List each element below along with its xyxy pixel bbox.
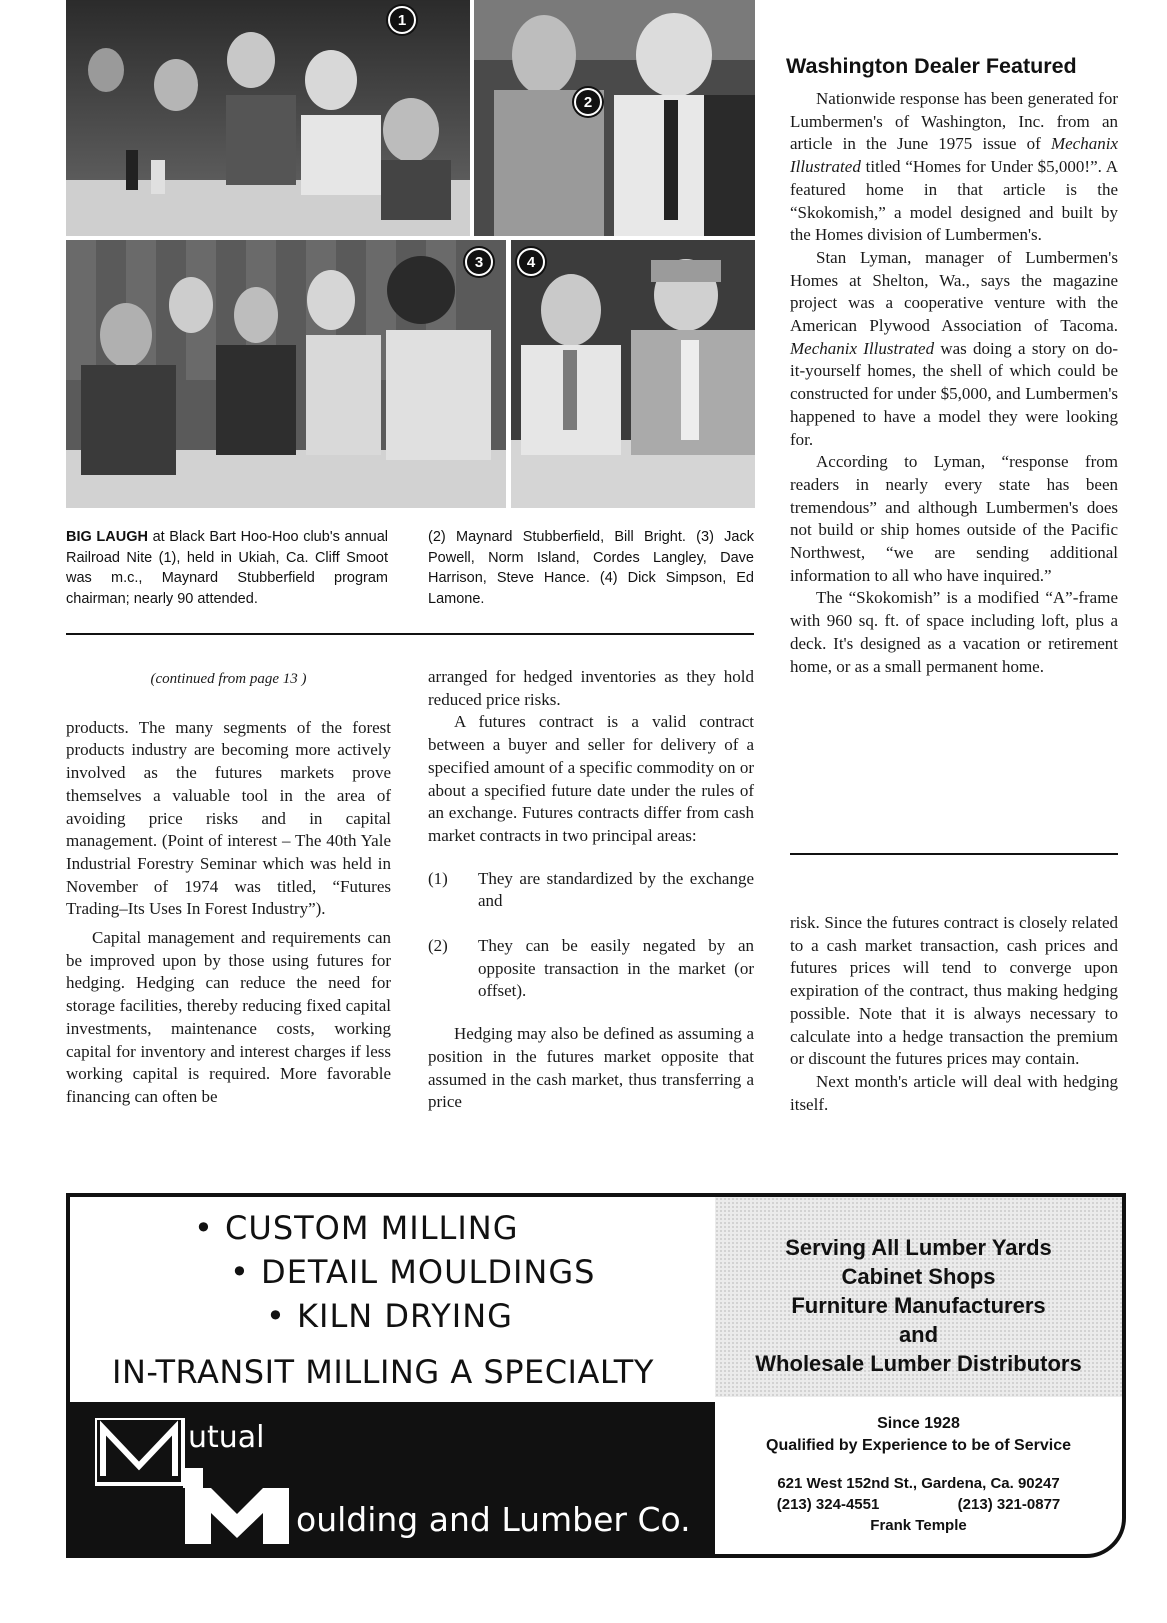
sidebar-p1-end: titled “Homes for Under $5,000!”. A featured home in that article is the “Skokomish,” a model designed and built by the Homes division of Lumbermen's.: [790, 157, 1118, 245]
list-item-text: They can be easily negated by an opposite transaction in the market (or offset).: [478, 936, 754, 1001]
sidebar-column: [790, 88, 1118, 678]
article-left-paragraph-2: Capital management and requirements can be improved upon by those using futures for hedging. Hedging can reduce the need for storage facilities, thereby reducing fixed capital investments, maintenance costs, working capital for inventory and interest charges if less working capital is required. More favorable financing can often be: [66, 928, 391, 1106]
article-column-3: [790, 912, 1118, 1116]
logo-word-moulding: oulding and Lumber Co.: [296, 1500, 691, 1539]
photo-caption-right: [428, 527, 754, 609]
caption-left-text: at Black Bart Hoo-Hoo club's annual Railroad Nite (1), held in Ukiah, Ca. Cliff Smoot was m.c., Maynard Stubberfield program chairman; nearly 90 attended.: [66, 529, 388, 607]
photo-badge-2: 2: [574, 88, 602, 116]
list-item: [428, 868, 754, 913]
article-column-2: [428, 666, 754, 1114]
magazine-title: Mechanix Illustrated: [790, 338, 935, 358]
sidebar-p1-text: Nationwide response has been generated for Lumbermen's of Washington, Inc. from an article in the June 1975 issue of: [790, 89, 1118, 154]
article-mid-paragraph-1: arranged for hedged inventories as they hold reduced price risks.: [428, 667, 754, 709]
ad-address: 621 West 152nd St., Gardena, Ca. 90247: [777, 1475, 1060, 1492]
list-item: [428, 935, 754, 1003]
sidebar-paragraph-3: According to Lyman, “response from readers in nearly every state has been tremendous” and although Lumbermen's does not build or ship homes outside of the Pacific Northwest, “we are sending additional information to all who have inquired.”: [790, 452, 1118, 585]
photo-4-scene: [511, 240, 755, 508]
photo-1-scene: [66, 0, 470, 236]
caption-right-text: (2) Maynard Stubberfield, Bill Bright. (3) Jack Powell, Norm Island, Cordes Langley, Dave Harrison, Steve Hance. (4) Dick Simpson, Ed Lamone.: [428, 529, 754, 607]
ad-specialty: IN-TRANSIT MILLING A SPECIALTY: [112, 1353, 654, 1391]
ad-service-custom-milling: • CUSTOM MILLING: [194, 1209, 519, 1247]
ad-logo-panel: [70, 1402, 715, 1558]
article-right-paragraph-2: Next month's article will deal with hedging itself.: [790, 1071, 1118, 1114]
logo-word-mutual: utual: [188, 1420, 265, 1455]
sidebar-paragraph-2: [790, 247, 1118, 451]
photo-2: [474, 0, 755, 236]
ad-service-kiln-drying: • KILN DRYING: [266, 1297, 513, 1335]
magazine-title: Mechanix Illustrated: [790, 134, 1118, 177]
list-item-text: They are standardized by the exchange and: [478, 868, 754, 911]
ad-serving-line: Serving All Lumber Yards: [785, 1235, 1052, 1260]
section-divider: [66, 633, 754, 635]
photo-badge-4: 4: [517, 248, 545, 276]
ad-services: [70, 1197, 715, 1402]
photo-3: [66, 240, 506, 508]
sidebar-p2-end: was doing a story on do-it-yourself homes, the shell of which could be constructed for under $5,000, and Lumbermen's happened to have a model they were looking for.: [790, 338, 1118, 449]
ad-contact-name: Frank Temple: [870, 1517, 967, 1534]
photo-badge-3: 3: [465, 248, 493, 276]
photo-badge-1: 1: [388, 6, 416, 34]
ad-serving-line: Furniture Manufacturers: [791, 1293, 1046, 1318]
ad-service-detail-mouldings: • DETAIL MOULDINGS: [230, 1253, 596, 1291]
ad-contact-panel: [715, 1197, 1122, 1554]
sidebar-p2-text: Stan Lyman, manager of Lumbermen's Homes at Shelton, Wa., says the magazine project was a cooperative venture with the American Plywood Association of Tacoma.: [790, 247, 1118, 336]
ad-serving-panel: [715, 1197, 1122, 1397]
ad-serving-line: and: [898, 1322, 939, 1347]
photo-2-scene: [474, 0, 755, 236]
article-mid-paragraph-2: A futures contract is a valid contract between a buyer and seller for delivery of a specified amount of a specific commodity on or about a specified future date under the rules of an exchange. Futures contracts differ from cash market contracts in two principal areas:: [428, 712, 754, 845]
sidebar-paragraph-1: [790, 88, 1118, 247]
continued-note: (continued from page 13 ): [150, 671, 307, 687]
ad-phones: [715, 1496, 1122, 1513]
photo-4: [511, 240, 755, 508]
ad-serving-line: Cabinet Shops: [841, 1264, 996, 1289]
caption-lead: BIG LAUGH: [66, 529, 148, 545]
article-column-1: [66, 668, 391, 1109]
photo-caption-left: [66, 527, 388, 609]
ad-since: Since 1928: [877, 1415, 960, 1432]
list-item-number: (1): [428, 868, 448, 888]
article-left-paragraph-1: products. The many segments of the forest products industry are becoming more actively involved as the futures markets prove themselves a valuable tool in the area of avoiding price risks and in capital management. (Point of interest – The 40th Yale Industrial Forestry Seminar which was held in November of 1974 was titled, “Futures Trading–Its Uses In Forest Industry”).: [66, 717, 391, 919]
photo-1: [66, 0, 470, 236]
ad-qualified: Qualified by Experience to be of Service: [766, 1437, 1071, 1454]
ad-phone-2: (213) 321-0877: [957, 1496, 1061, 1513]
article-right-paragraph-1: risk. Since the futures contract is closely related to a cash market transaction, cash prices and futures prices will tend to converge upon expiration of the contract, thus making hedging possible. Note that it is always necessary to calculate into a hedge transaction the premium or discount the futures prices may contain.: [790, 913, 1118, 1069]
advertisement: [66, 1193, 1126, 1558]
photo-3-scene: [66, 240, 506, 508]
sidebar-divider: [790, 853, 1118, 855]
sidebar-paragraph-4: The “Skokomish” is a modified “A”-frame with 960 sq. ft. of space including loft, plus a deck. It's designed as a vacation or retirement home, or as a small permanent home.: [790, 588, 1118, 676]
sidebar-heading: Washington Dealer Featured: [786, 54, 1077, 78]
ad-phone-1: (213) 324-4551: [776, 1496, 880, 1513]
list-item-number: (2): [428, 936, 448, 956]
ad-serving-line: Wholesale Lumber Distributors: [755, 1351, 1082, 1376]
article-mid-paragraph-3: Hedging may also be defined as assuming a position in the futures market opposite that assumed in the cash market, thus transferring a price: [428, 1024, 754, 1112]
